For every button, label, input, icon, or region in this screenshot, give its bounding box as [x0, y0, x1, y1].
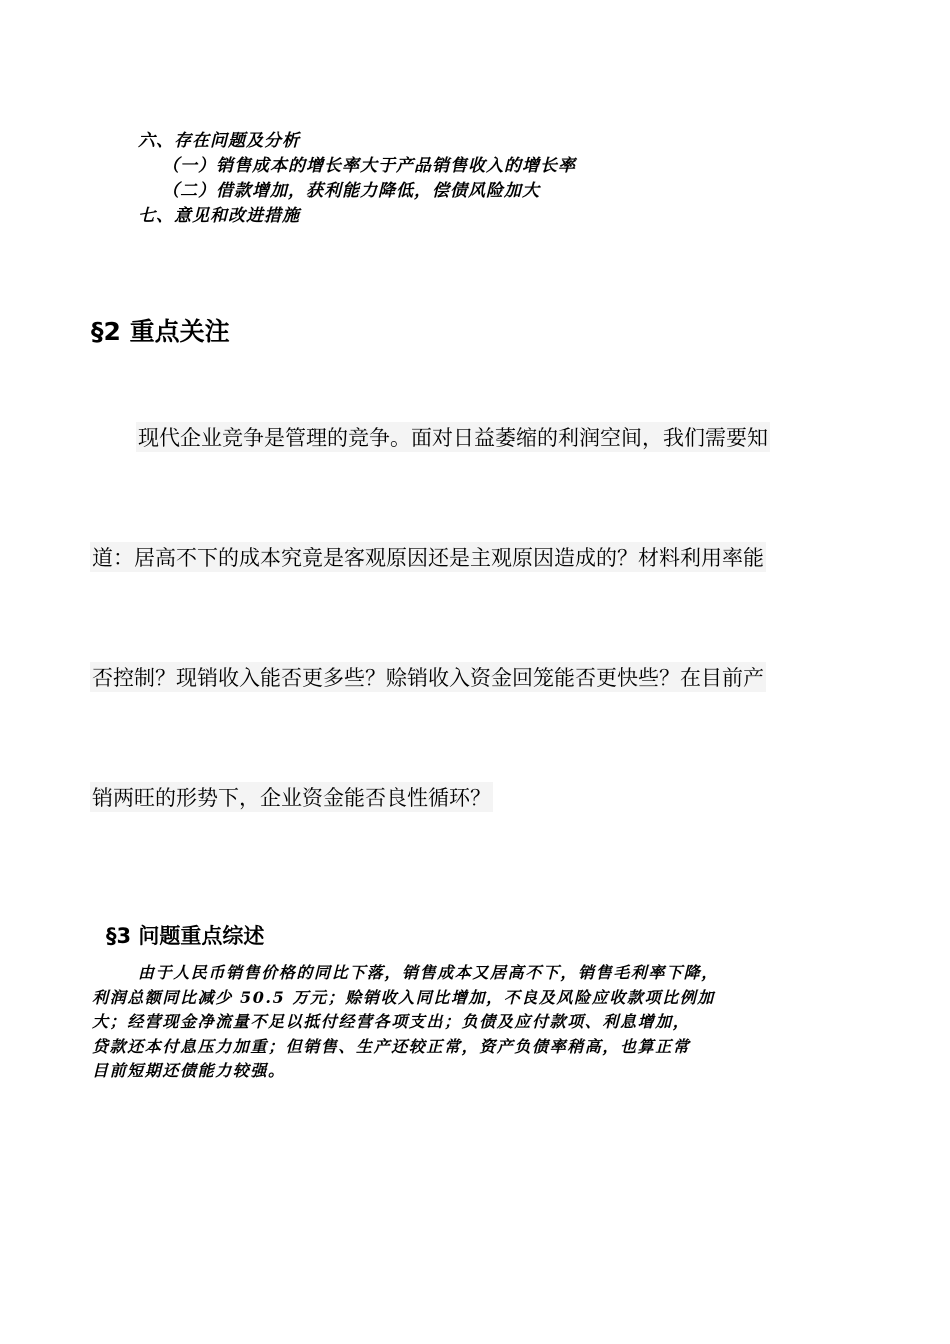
section-2-heading: §2 重点关注 — [91, 317, 230, 346]
outline-item-6-2: （二）借款增加，获利能力降低，偿债风险加大 — [162, 181, 540, 201]
section-3-heading: §3 问题重点综述 — [106, 924, 265, 948]
outline-item-6-1: （一）销售成本的增长率大于产品销售收入的增长率 — [162, 156, 576, 176]
section-2-line-4: 销两旺的形势下，企业资金能否良性循环？ — [90, 782, 493, 812]
outline-item-6: 六、存在问题及分析 — [138, 131, 300, 151]
section-3-line-1: 由于人民币销售价格的同比下落，销售成本又居高不下，销售毛利率下降， — [138, 963, 719, 982]
section-3-line-2: 利润总额同比减少 50.5 万元；赊销收入同比增加，不良及风险应收款项比例加 — [92, 988, 715, 1007]
section-2-line-2: 道：居高不下的成本究竟是客观原因还是主观原因造成的？材料利用率能 — [90, 542, 766, 572]
outline-item-7: 七、意见和改进措施 — [138, 206, 300, 226]
section-3-line-4: 贷款还本付息压力加重；但销售、生产还较正常，资产负债率稍高，也算正常 — [92, 1037, 691, 1056]
section-2-line-1: 现代企业竞争是管理的竞争。面对日益萎缩的利润空间，我们需要知 — [136, 422, 770, 452]
section-3-line-5: 目前短期还债能力较强。 — [92, 1061, 286, 1080]
section-2-line-3: 否控制？现销收入能否更多些？赊销收入资金回笼能否更快些？在目前产 — [90, 662, 766, 692]
section-3-line-3: 大；经营现金净流量不足以抵付经营各项支出；负债及应付款项、利息增加， — [92, 1012, 691, 1031]
